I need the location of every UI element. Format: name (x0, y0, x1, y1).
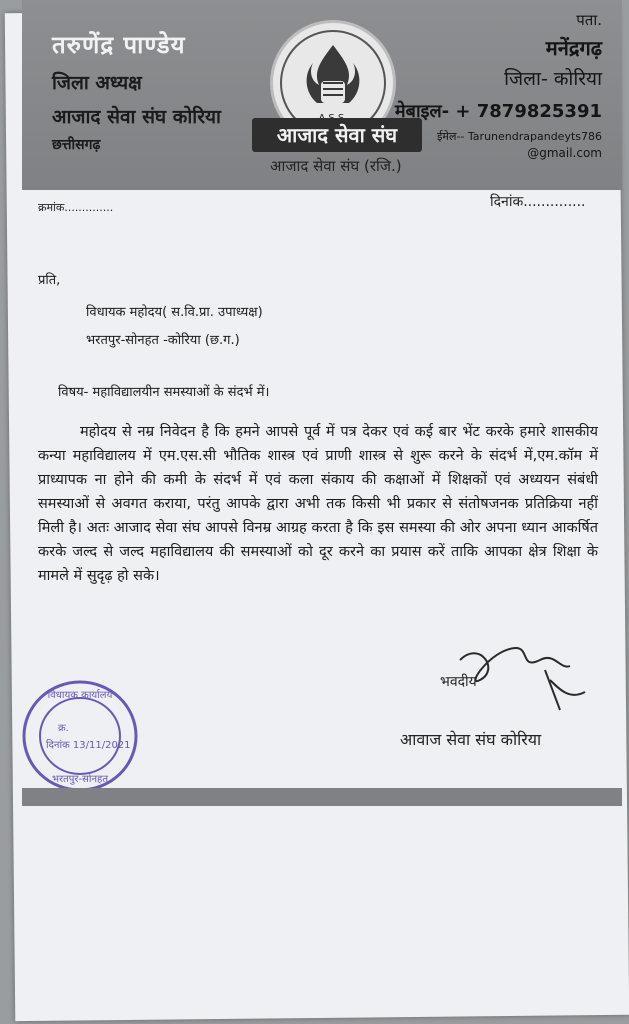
sender-name: तरुणेंद्र पाण्डेय (52, 31, 186, 59)
organization-name: आवाज सेवा संघ कोरिया (400, 730, 542, 749)
letter-body (38, 270, 598, 588)
address-city: मनेंद्रगढ़ (545, 36, 602, 60)
letterhead (22, 0, 622, 190)
stamp-date-text: दिनांक 13/11/2021 (46, 740, 131, 751)
body-paragraph: महोदय से नम्र निवेदन है कि हमने आपसे पूर्व में पत्र देकर एवं कई बार भेंट करके हमारे शासकीय कन्या महाविद्यालय में एम.एस.सी भौतिक शास्त्र एवं प्राणी शास्त्र से शुरू करने के संदर्भ में,एम.कॉम में प्राध्यापक ना होने की कमी के संदर्भ में एवं कला संकाय की कक्षाओं में शिक्षकों एवं अध्ययन संबंधी समस्याओं से अवगत कराया, परंतु आपके द्वारा अभी तक किसी भी प्रकार से संतोषजनक प्रतिक्रिया नहीं मिली है। अतः आजाद सेवा संघ आपसे विनम्र आग्रह करता है कि इस समस्या की ओर अपना ध्यान आकर्षित करके जल्द से जल्द महाविद्यालय की समस्याओं को दूर करने का प्रयास करें ताकि आपका क्षेत्र शिक्षा के मामले में सुदृढ़ हो सके। (38, 424, 598, 584)
logo-banner: आजाद सेवा संघ (252, 118, 422, 152)
date-field: दिनांक.............. (490, 194, 586, 210)
address-district: जिला- कोरिया (504, 68, 602, 90)
sender-title: जिला अध्यक्ष (52, 72, 142, 94)
recipient-line-2: भरतपुर-सोनहत -कोरिया (छ.ग.) (86, 333, 240, 348)
email-domain: @gmail.com (527, 146, 602, 160)
recipient-line-1: विधायक महोदय( स.वि.प्रा. उपाध्यक्ष) (86, 305, 263, 320)
letterhead-right (395, 10, 602, 160)
subject-line: विषय- महाविद्यालयीन समस्याओं के संदर्भ में। (58, 385, 270, 400)
sender-organization: आजाद सेवा संघ कोरिया (52, 106, 221, 128)
footer-band (22, 788, 622, 806)
logo-subtitle: आजाद सेवा संघ (रजि.) (270, 157, 402, 175)
address-label: पता. (576, 11, 602, 29)
recipient-to: प्रति, (38, 273, 61, 288)
office-stamp (18, 676, 148, 796)
closing-text: भवदीय (440, 674, 477, 690)
mobile-number: मेबाइल- + 7879825391 (394, 101, 602, 122)
email-address: ईमेल-- Tarunendrapandeyts786 (437, 130, 602, 143)
letterhead-left (52, 28, 221, 154)
sender-state: छत्तीसगढ़ (52, 137, 101, 153)
stamp-bottom-text: भरतपुर-सोनहत (51, 774, 109, 785)
reference-number: क्रमांक.............. (38, 201, 114, 214)
stamp-top-text: विधायक कार्यालय (47, 690, 113, 701)
stamp-ref-text: क्र. (58, 723, 69, 734)
